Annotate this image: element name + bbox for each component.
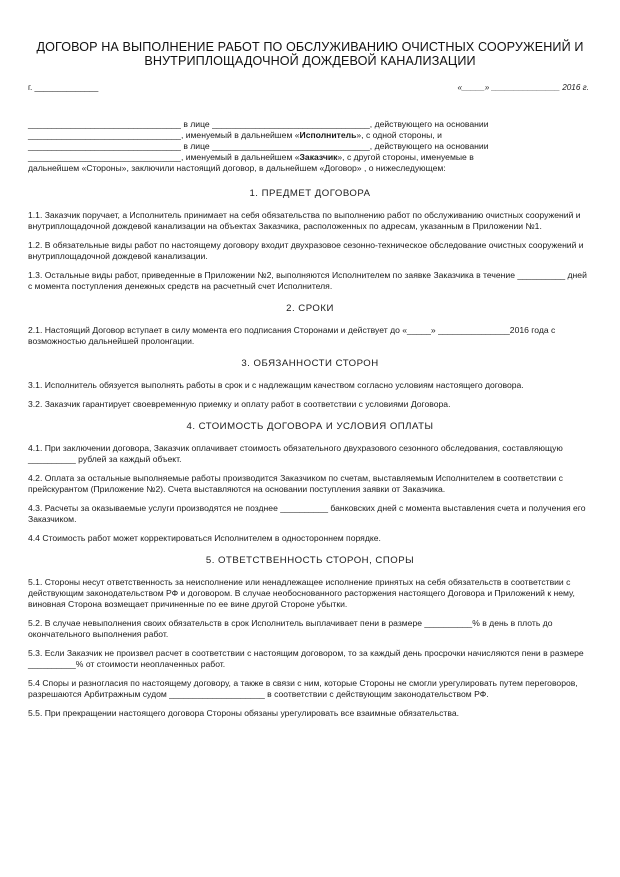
- clause-5-3: 5.3. Если Заказчик не произвел расчет в соответствии с настоящим договором, то за каждый день просрочки начисляются пени в размере __________% от стоимости неоплаченных работ.: [28, 648, 584, 669]
- executor-term: Исполнитель: [299, 130, 357, 140]
- clause-3-2: 3.2. Заказчик гарантирует своевременную приемку и оплату работ в соответствии с условиями Договора.: [28, 399, 451, 409]
- section-4: [28, 421, 592, 544]
- document-title: [28, 40, 592, 68]
- city-field: г. ______________: [28, 83, 99, 92]
- section-heading: 5. ОТВЕТСТВЕННОСТЬ СТОРОН, СПОРЫ: [205, 555, 415, 566]
- clause-1-3: 1.3. Остальные виды работ, приведенные в Приложении №2, выполняются Исполнителем по заявке Заказчика в течение __________ дней с момента поступления денежных средств на расчетный счет Исполнителя.: [28, 270, 587, 291]
- clause-4-1: 4.1. При заключении договора, Заказчик оплачивает стоимость обязательного двухразового сезонного обследования, составляющую __________ рублей за каждый объект.: [28, 443, 563, 464]
- section-heading: 2. СРОКИ: [286, 303, 334, 314]
- parties-line-4-end: », с другой стороны, именуемые в: [337, 152, 474, 162]
- section-3: [28, 358, 592, 410]
- title-line-1: ДОГОВОР НА ВЫПОЛНЕНИЕ РАБОТ ПО ОБСЛУЖИВАНИЮ ОЧИСТНЫХ СООРУЖЕНИЙ И: [36, 40, 584, 54]
- section-heading: 3. ОБЯЗАННОСТИ СТОРОН: [241, 358, 379, 369]
- section-heading: 1. ПРЕДМЕТ ДОГОВОРА: [249, 188, 371, 199]
- parties-line-2: [28, 130, 592, 141]
- parties-line-2-start: ________________________________, именуемый в дальнейшем «: [28, 130, 300, 140]
- place-date-line: [28, 82, 592, 93]
- clause-1-1: 1.1. Заказчик поручает, а Исполнитель принимает на себя обязательства по выполнению работ по обслуживанию очистных сооружений и внутриплощадочной дождевой канализации на объектах Заказчика, расположенных по адресам, указанным в Приложении №1.: [28, 210, 581, 231]
- clause-5-5: 5.5. При прекращении настоящего договора Стороны обязаны урегулировать все взаимные обязательства.: [28, 708, 459, 718]
- date-field: «_____» _______________ 2016 г.: [457, 83, 589, 92]
- clause-5-1: 5.1. Стороны несут ответственность за неисполнение или ненадлежащее исполнение принятых на себя обязательств в соответствии с действующим законодательством РФ и договором. В случае необоснованного расторжения настоящего Договора и Приложений к нему, виновная Сторона возмещает причиненные по ее вине другой Стороне убытки.: [28, 577, 575, 609]
- section-5: [28, 555, 592, 719]
- clause-3-1: 3.1. Исполнитель обязуется выполнять работы в срок и с надлежащим качеством согласно условиям настоящего договора.: [28, 380, 524, 390]
- parties-line-5: дальнейшем «Стороны», заключили настоящий договор, в дальнейшем «Договор» , о нижеследующем:: [28, 163, 446, 173]
- parties-line-2-end: », с одной стороны, и: [356, 130, 442, 140]
- parties-line-3: ________________________________ в лице _________________________________, действующего на основании: [28, 141, 489, 151]
- parties-line-4: [28, 152, 592, 163]
- clause-5-4: 5.4 Споры и разногласия по настоящему договору, а также в связи с ним, которые Стороны не смогли урегулировать путем переговоров, разрешаются Арбитражным судом ____________________ в соответствии с действующим законодательством РФ.: [28, 678, 578, 699]
- clause-4-2: 4.2. Оплата за остальные выполняемые работы производится Заказчиком по счетам, выставляемым Исполнителем в соответствии с прейскурантом (Приложение №2). Счета выставляются на основании поступления заявки от Заказчика.: [28, 473, 563, 494]
- parties-preamble: [28, 119, 592, 174]
- parties-line-1: ________________________________ в лице _________________________________, действующего на основании: [28, 119, 489, 129]
- section-heading: 4. СТОИМОСТЬ ДОГОВОРА И УСЛОВИЯ ОПЛАТЫ: [186, 421, 434, 432]
- clause-4-3: 4.3. Расчеты за оказываемые услуги производятся не позднее __________ банковских дней с момента выставления счета и получения его Заказчиком.: [28, 503, 586, 524]
- section-1: [28, 188, 592, 292]
- title-line-2: ВНУТРИПЛОЩАДОЧНОЙ ДОЖДЕВОЙ КАНАЛИЗАЦИИ: [144, 54, 476, 68]
- section-2: [28, 303, 592, 347]
- clause-5-2: 5.2. В случае невыполнения своих обязательств в срок Исполнитель выплачивает пени в размере __________% в день в плоть до окончательного выполнения работ.: [28, 618, 553, 639]
- customer-term: Заказчик: [299, 152, 338, 162]
- clause-2-1: 2.1. Настоящий Договор вступает в силу момента его подписания Сторонами и действует до «_____» _______________2016 года с возможностью дальнейшей пролонгации.: [28, 325, 556, 346]
- clause-1-2: 1.2. В обязательные виды работ по настоящему договору входит двухразовое сезонно-техническое обследование очистных сооружений и внутриплощадочной дождевой канализации.: [28, 240, 584, 261]
- clause-4-4: 4.4 Стоимость работ может корректироваться Исполнителем в одностороннем порядке.: [28, 533, 381, 543]
- parties-line-4-start: ________________________________, именуемый в дальнейшем «: [28, 152, 300, 162]
